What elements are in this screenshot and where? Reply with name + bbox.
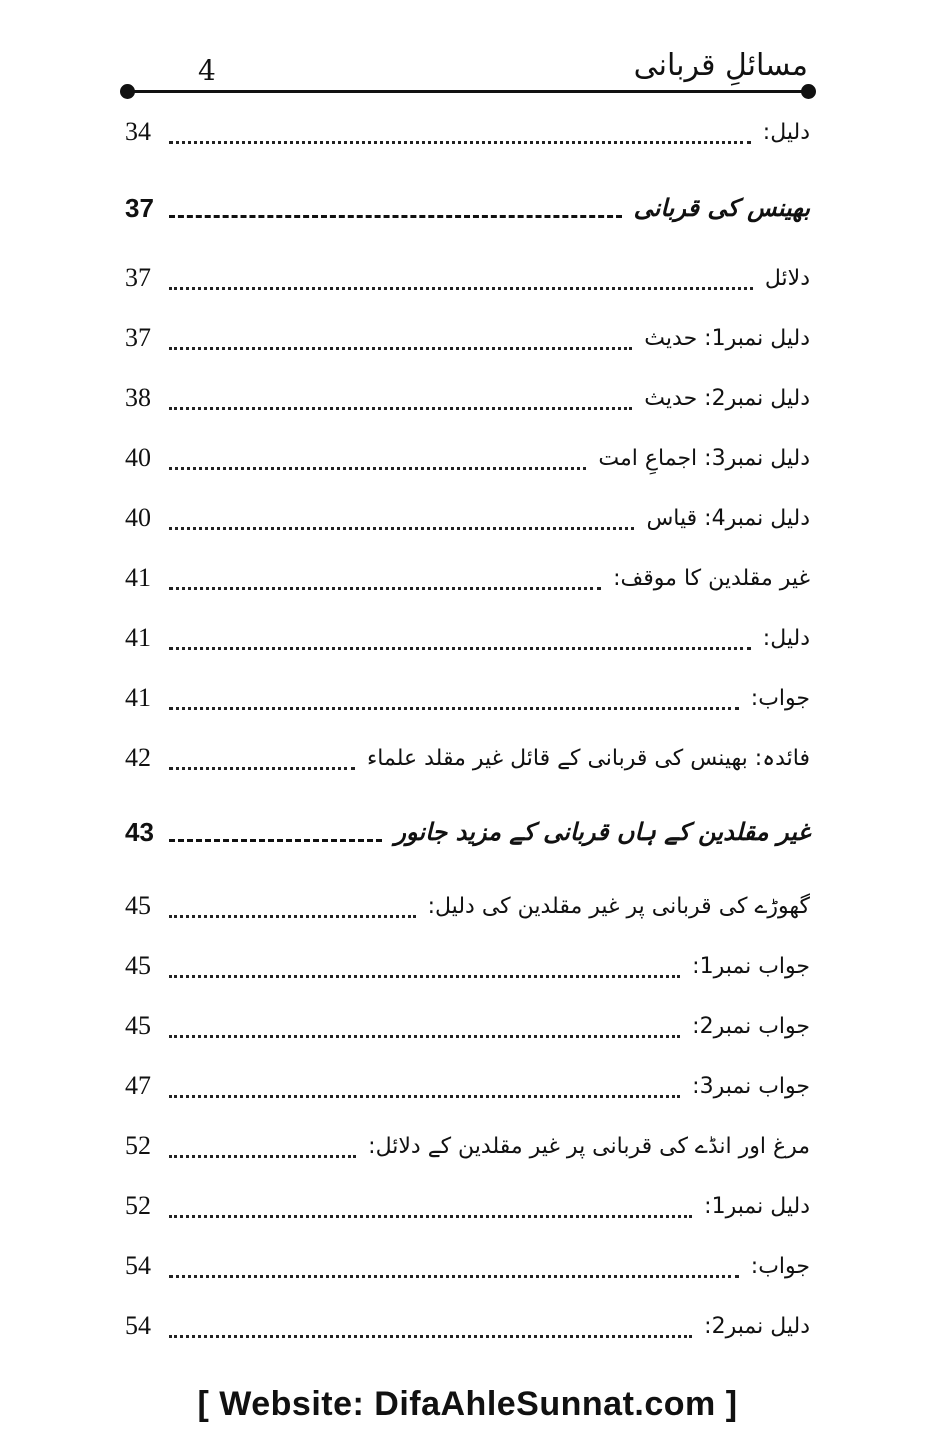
toc-leader [169,503,634,530]
toc-row [125,433,810,483]
toc-label: دلیل نمبر1: [704,1193,810,1219]
toc-row [125,107,810,157]
toc-leader [169,195,622,218]
toc-label: غیر مقلدین کا موقف: [613,565,810,591]
toc-leader [169,563,601,590]
toc-page-number: 34 [125,117,151,146]
toc-section-heading [125,807,810,857]
toc-page-number: 47 [125,1071,151,1100]
toc-page-number: 40 [125,503,151,532]
toc-page-number: 40 [125,443,151,472]
header-rule [128,90,808,93]
toc-label: دلائل [764,265,810,291]
toc-row [125,733,810,783]
toc-label: دلیل نمبر1: حدیث [644,325,810,351]
toc-page-number: 38 [125,383,151,412]
page-number: 4 [198,54,216,87]
toc-page-number: 45 [125,951,151,980]
toc-leader [169,1011,680,1038]
book-title: مسائلِ قربانی [633,48,808,83]
toc-leader [169,263,753,290]
toc-label: دلیل نمبر2: [704,1313,810,1339]
toc-leader [169,951,680,978]
toc-label: جواب نمبر1: [692,953,810,979]
toc-label: دلیل: [762,625,810,651]
toc-leader [169,117,751,144]
toc-label: دلیل نمبر2: حدیث [644,385,810,411]
toc-row [125,1061,810,1111]
toc-page-number: 45 [125,1011,151,1040]
toc-page-number: 54 [125,1311,151,1340]
toc-row [125,253,810,303]
toc-label: جواب نمبر2: [692,1013,810,1039]
toc-row [125,1301,810,1351]
toc-label: غیر مقلدین کے ہاں قربانی کے مزید جانور [394,818,810,846]
toc-leader [169,1131,356,1158]
toc-label: جواب: [750,685,810,711]
toc-page-number: 41 [125,563,151,592]
toc-page-number: 42 [125,743,151,772]
toc-label: مرغ اور انڈے کی قربانی پر غیر مقلدین کے دلائل: [368,1133,810,1159]
toc-page-number: 37 [125,192,154,223]
toc-row [125,613,810,663]
toc-row [125,673,810,723]
toc-leader [169,623,751,650]
toc-label: دلیل نمبر4: قیاس [646,505,810,531]
toc-page-number: 41 [125,683,151,712]
toc-page-number: 52 [125,1191,151,1220]
toc-row [125,313,810,363]
toc-leader [169,743,355,770]
toc-leader [169,891,416,918]
toc-label: جواب نمبر3: [692,1073,810,1099]
toc-leader [169,1251,739,1278]
website-footer: [ Website: DifaAhleSunnat.com ] [197,1385,738,1423]
toc-page-number: 41 [125,623,151,652]
toc-row [125,1121,810,1171]
toc-label: بھینس کی قربانی [633,194,810,222]
toc-row [125,881,810,931]
toc-leader [169,1191,692,1218]
toc-page-number: 43 [125,816,154,847]
toc-page-number: 54 [125,1251,151,1280]
toc-leader [169,1071,680,1098]
toc-row [125,941,810,991]
toc-label: گھوڑے کی قربانی پر غیر مقلدین کی دلیل: [427,893,810,919]
toc-leader [169,383,632,410]
toc-row [125,1001,810,1051]
toc-section-heading [125,183,810,233]
toc-leader [169,323,632,350]
toc-page-number: 37 [125,263,151,292]
toc-row [125,493,810,543]
toc-row [125,1181,810,1231]
toc-label: فائدہ: بھینس کی قربانی کے قائل غیر مقلد علماء [366,745,810,771]
toc-label: دلیل نمبر3: اجماعِ امت [598,445,810,471]
toc-page-number: 37 [125,323,151,352]
toc-leader [169,1311,692,1338]
toc-row [125,373,810,423]
toc-row [125,1241,810,1291]
toc-label: دلیل: [762,119,810,145]
toc-page-number: 45 [125,891,151,920]
toc-row [125,553,810,603]
toc-page-number: 52 [125,1131,151,1160]
toc-leader [169,443,586,470]
toc-leader [169,819,382,842]
header-rule-right-dot [801,84,816,99]
toc-leader [169,683,739,710]
toc-label: جواب: [750,1253,810,1279]
